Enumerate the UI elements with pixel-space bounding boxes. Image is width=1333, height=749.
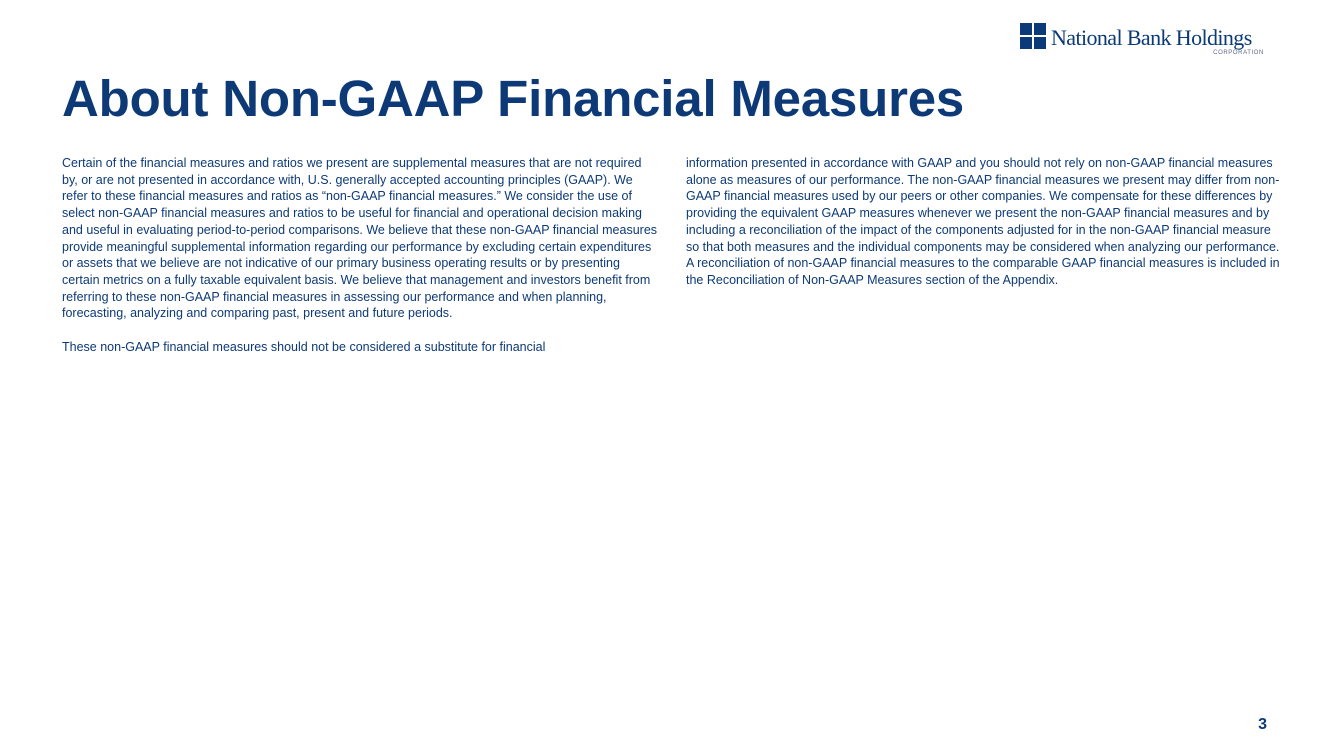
logo-company-subtitle: CORPORATION <box>1213 50 1264 56</box>
right-paragraph-1: information presented in accordance with GAAP and you should not rely on non-GAAP financial measures alone as measures of our performance. The non-GAAP financial measures we present may differ from non-GAAP financial measures used by our peers or other companies. We compensate for these differences by providing the equivalent GAAP measures whenever we present the non-GAAP financial measures and by including a reconciliation of the impact of the components adjusted for in the non-GAAP financial measure so that both measures and the individual components may be considered when analyzing our performance. A reconciliation of non-GAAP financial measures to the comparable GAAP financial measures is included in the Reconciliation of Non-GAAP Measures section of the Appendix. <box>686 156 1280 287</box>
left-paragraph-1: Certain of the financial measures and ratios we present are supplemental measures that are not required by, or are not presented in accordance with, U.S. generally accepted accounting principles (GAAP). We refer to these financial measures and ratios as “non-GAAP financial measures.” We consider the use of select non-GAAP financial measures and ratios to be useful for financial and operational decision making and useful in evaluating period-to-period comparisons. We believe that these non-GAAP financial measures provide meaningful supplemental information regarding our performance by excluding certain expenditures or assets that we believe are not indicative of our primary business operating results or by presenting certain metrics on a fully taxable equivalent basis. We believe that management and investors benefit from referring to these non-GAAP financial measures in assessing our performance and when planning, forecasting, analyzing and comparing past, present and future periods. <box>62 156 658 321</box>
body-right-column <box>686 155 1282 289</box>
body-left-column <box>62 155 658 355</box>
left-paragraph-2: These non-GAAP financial measures should not be considered a substitute for financial <box>62 339 546 354</box>
logo-grid-icon <box>1020 23 1046 49</box>
page-title: About Non-GAAP Financial Measures <box>62 70 965 127</box>
logo-company-name: National Bank Holdings <box>1051 25 1252 50</box>
page-number: 3 <box>1258 716 1267 733</box>
company-logo <box>1020 22 1270 62</box>
